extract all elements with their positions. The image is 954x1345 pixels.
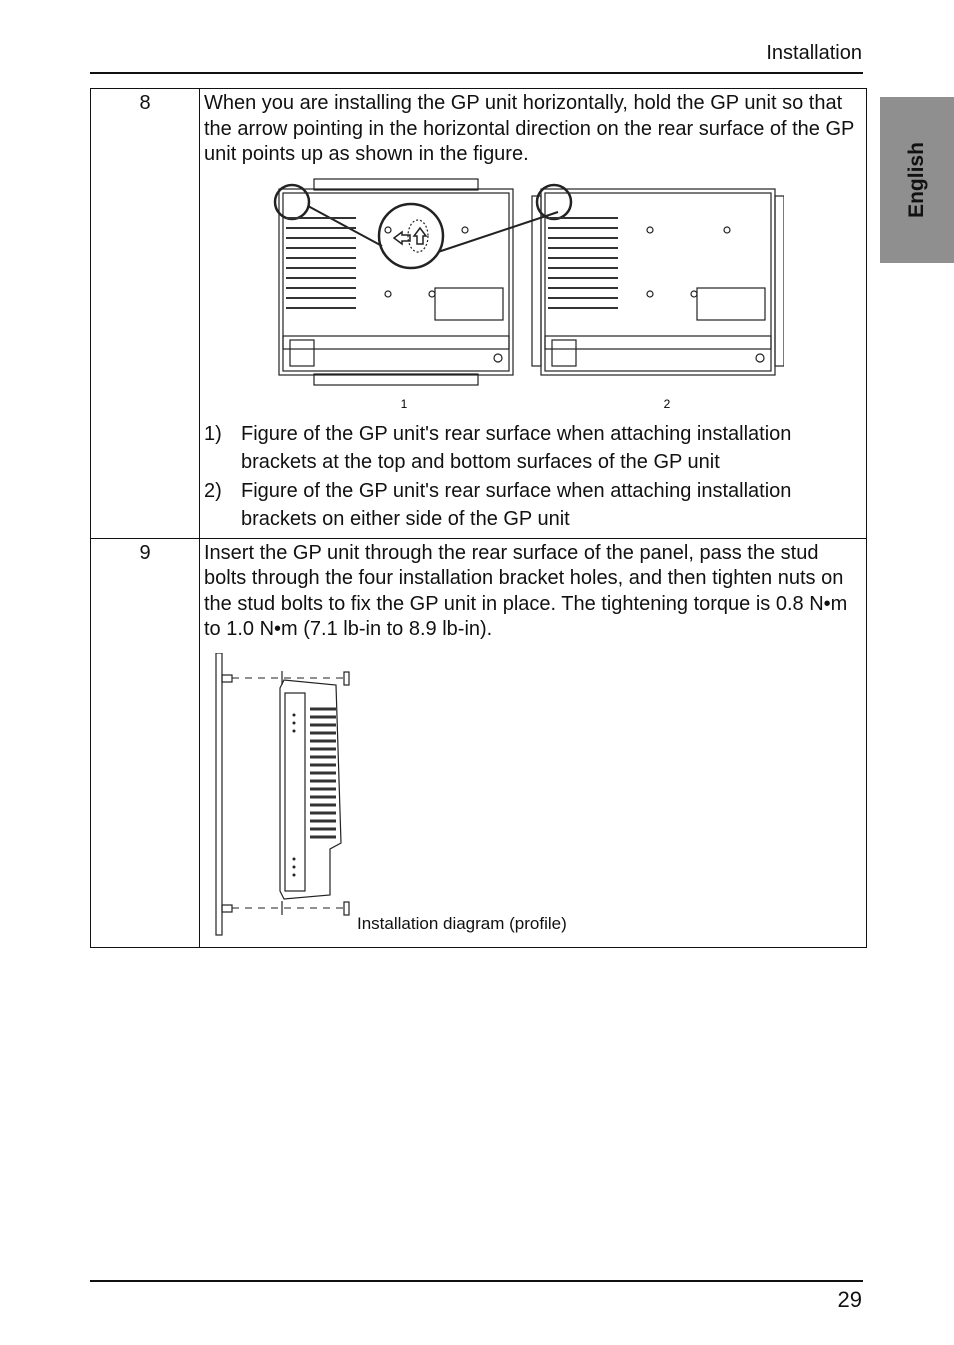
- caption-marker: 1): [204, 422, 222, 445]
- step-text: When you are installing the GP unit horizontally, hold the GP unit so that the arrow pointing in the horizontal direction on the rear surface of the GP unit points up as shown in the figure.: [204, 92, 855, 165]
- caption-item: [204, 477, 860, 534]
- step-number: 9: [91, 538, 200, 947]
- step-row: [91, 89, 867, 539]
- step-content: [200, 89, 867, 539]
- profile-diagram: [210, 653, 355, 943]
- footer-rule: [90, 1280, 863, 1282]
- running-head: Installation: [766, 42, 862, 64]
- caption-marker: 2): [204, 479, 222, 502]
- figure-label-1: 1: [400, 396, 408, 411]
- language-tab: [880, 97, 954, 263]
- step-row: [91, 538, 867, 947]
- header-rule: [90, 72, 863, 74]
- installation-profile-figure: [204, 653, 860, 943]
- language-tab-label: English: [905, 142, 928, 218]
- figure-captions: [204, 420, 860, 534]
- page-number: 29: [837, 1287, 862, 1312]
- caption-text: Figure of the GP unit's rear surface when attaching installation brackets at the top and bottom surfaces of the GP unit: [241, 422, 792, 473]
- figure-caption: Installation diagram (profile): [357, 913, 567, 933]
- rear-surface-figure: [264, 176, 784, 414]
- step-content: [200, 538, 867, 947]
- caption-item: [204, 420, 860, 477]
- step-text: Insert the GP unit through the rear surface of the panel, pass the stud bolts through the four installation bracket holes, and then tighten nuts on the stud bolts to fix the GP unit in place. The tightening torque is 0.8 N•m to 1.0 N•m (7.1 lb-in to 8.9 lb-in).: [204, 541, 848, 640]
- figure-label-2: 2: [663, 396, 671, 411]
- caption-text: Figure of the GP unit's rear surface when attaching installation brackets on either side of the GP unit: [241, 479, 792, 530]
- step-number: 8: [91, 89, 200, 539]
- installation-steps-table: [90, 88, 867, 948]
